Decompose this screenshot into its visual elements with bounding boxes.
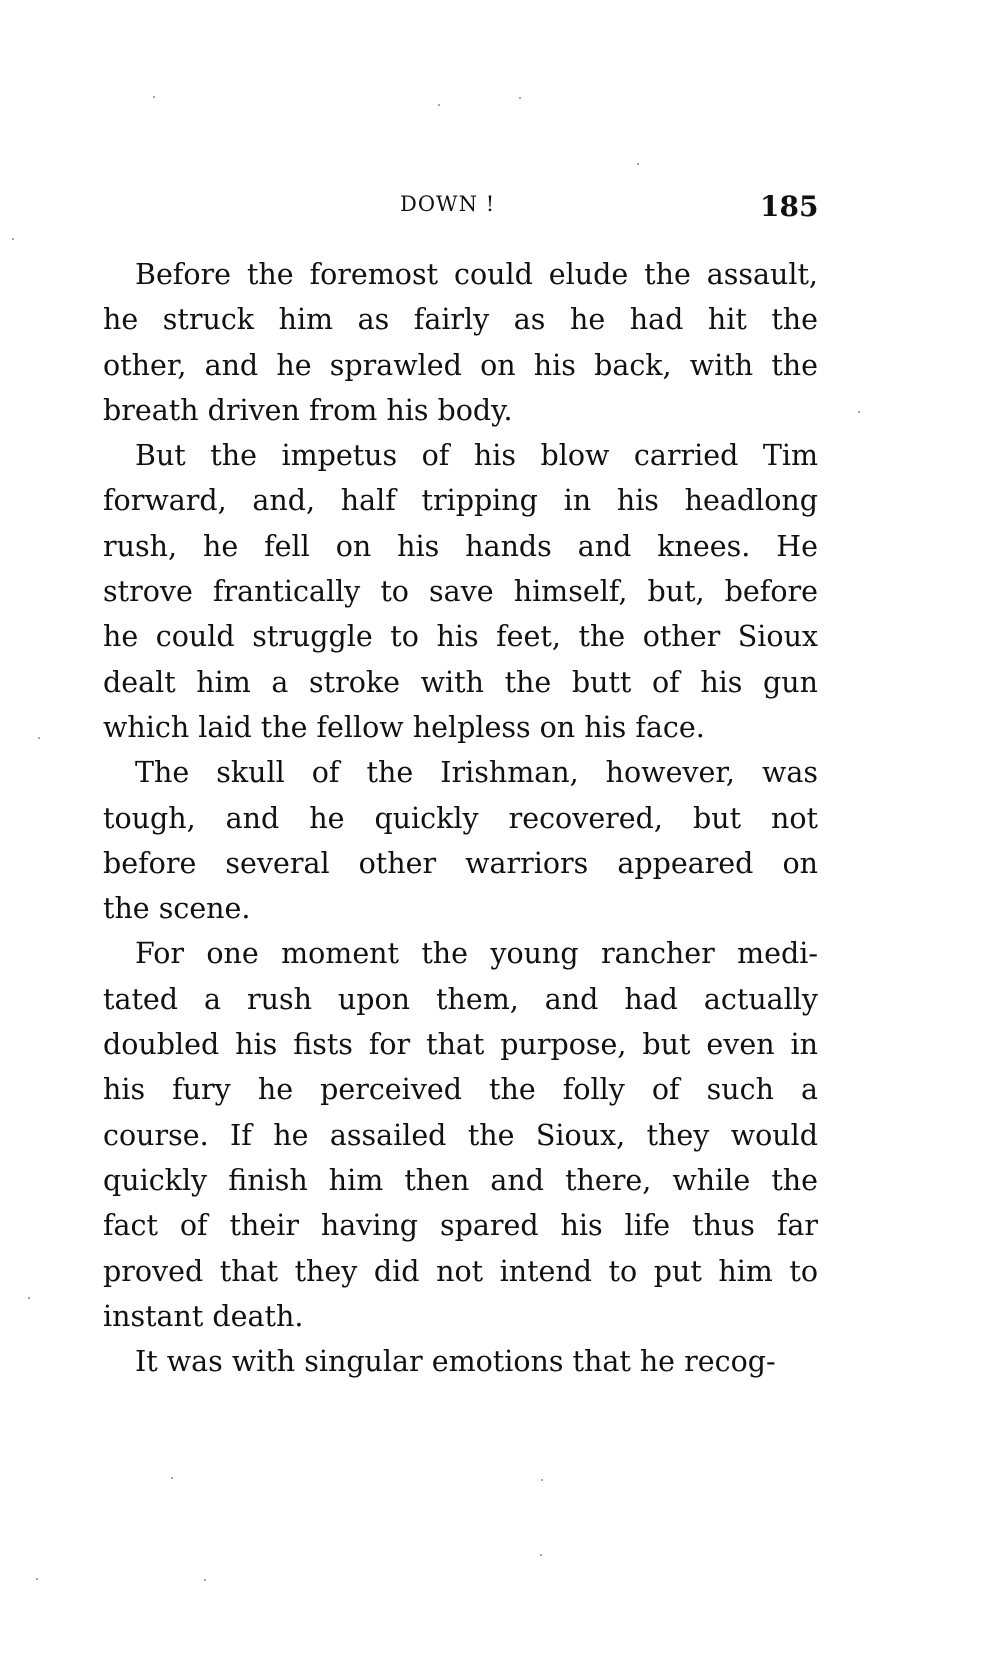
- text-line: he struck him as fairly as he had hit the: [103, 303, 818, 337]
- paragraph-2: [103, 433, 818, 750]
- scan-speck: [36, 1578, 38, 1580]
- scan-speck: [519, 97, 521, 99]
- scan-speck: [12, 238, 14, 240]
- text-line: For one moment the young rancher medi-: [135, 937, 818, 971]
- text-line: before several other warriors appeared on: [103, 846, 818, 880]
- text-line: instant death.: [103, 1299, 304, 1333]
- text-line: Before the foremost could elude the assault,: [135, 258, 818, 291]
- paragraph-3: [103, 750, 818, 931]
- text-line: breath driven from his body.: [103, 393, 513, 427]
- page-number: 185: [760, 190, 819, 223]
- paragraph-5: [103, 1339, 818, 1384]
- text-line: But the impetus of his blow carried Tim: [135, 439, 818, 473]
- paragraph-4: [103, 931, 818, 1339]
- scan-speck: [541, 1479, 543, 1481]
- text-line: dealt him a stroke with the butt of his gun: [103, 665, 818, 699]
- scan-speck: [28, 1297, 30, 1299]
- text-line: tough, and he quickly recovered, but not: [103, 801, 818, 835]
- text-line: proved that they did not intend to put him to: [103, 1254, 818, 1288]
- text-line: It was with singular emotions that he recog-: [135, 1345, 776, 1379]
- scan-speck: [38, 737, 40, 739]
- scan-speck: [858, 411, 860, 413]
- text-line: other, and he sprawled on his back, with the: [103, 348, 818, 382]
- text-line: doubled his fists for that purpose, but even in: [103, 1028, 818, 1062]
- text-line: rush, he fell on his hands and knees. He: [103, 529, 818, 563]
- scan-speck: [637, 163, 639, 165]
- text-line: which laid the fellow helpless on his face.: [103, 710, 705, 744]
- text-line: course. If he assailed the Sioux, they would: [103, 1118, 818, 1152]
- scan-speck: [153, 96, 155, 98]
- text-line: quickly finish him then and there, while the: [103, 1163, 818, 1197]
- text-line: tated a rush upon them, and had actually: [103, 982, 818, 1016]
- text-line: forward, and, half tripping in his headlong: [103, 484, 818, 518]
- scan-speck: [171, 1477, 173, 1479]
- text-line: his fury he perceived the folly of such a: [103, 1073, 818, 1107]
- running-head: [0, 190, 994, 230]
- text-line: strove frantically to save himself, but, before: [103, 575, 818, 609]
- scan-speck: [540, 1554, 542, 1556]
- text-line: The skull of the Irishman, however, was: [135, 756, 818, 790]
- text-line: he could struggle to his feet, the other Sioux: [103, 620, 818, 654]
- body-text: [103, 252, 818, 1384]
- scan-speck: [204, 1579, 206, 1581]
- text-line: the scene.: [103, 892, 251, 926]
- running-title: DOWN !: [400, 192, 496, 216]
- scan-speck: [438, 104, 440, 106]
- text-line: fact of their having spared his life thus far: [103, 1209, 818, 1243]
- paragraph-1: [103, 252, 818, 433]
